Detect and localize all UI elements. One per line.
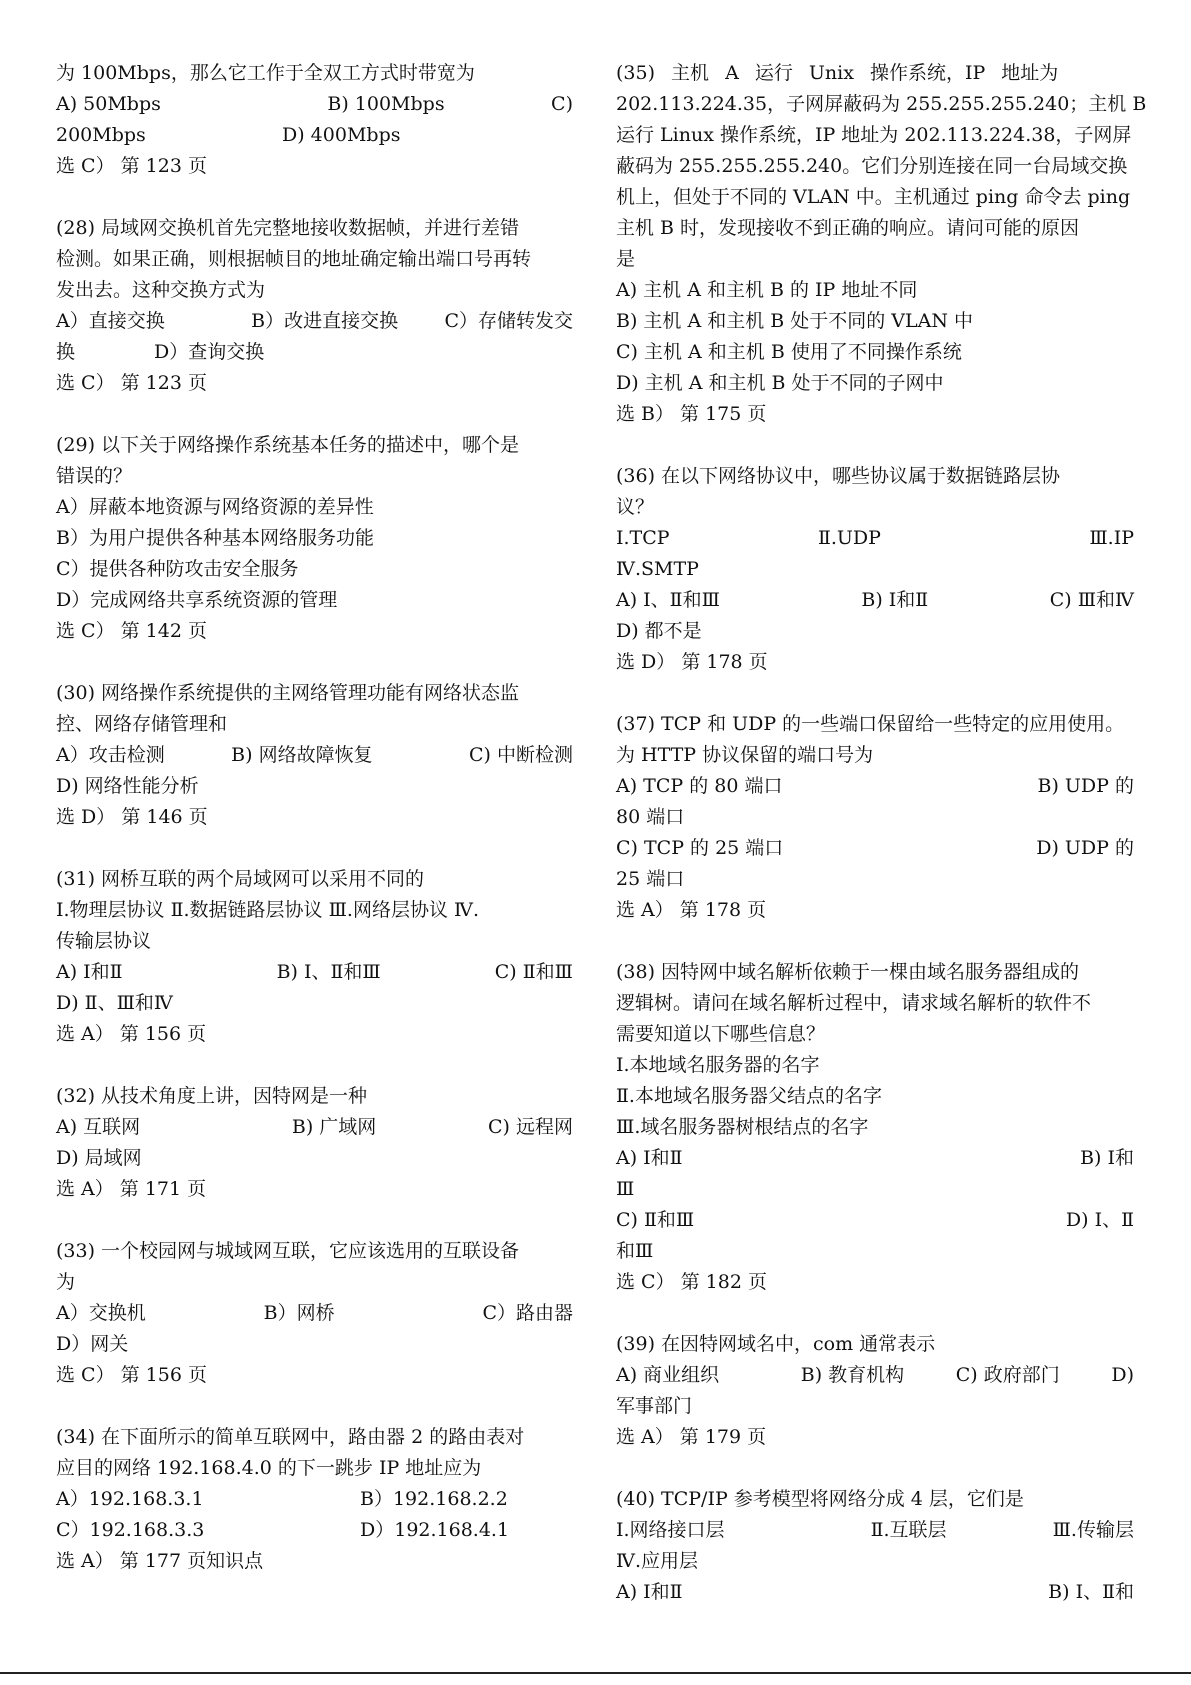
option: 200Mbps — [56, 124, 146, 146]
option: A) 主机 A 和主机 B 的 IP 地址不同 — [616, 279, 918, 301]
question-text: (30) 网络操作系统提供的主网络管理功能有网络状态监 — [56, 682, 520, 704]
option: A) TCP 的 80 端口 — [616, 775, 783, 797]
option: B) Ⅰ和Ⅱ — [861, 589, 929, 611]
question-text: Ⅱ.本地域名服务器父结点的名字 — [616, 1085, 882, 1107]
option: A) 互联网 — [56, 1116, 141, 1138]
option: D) UDP 的 — [1036, 837, 1134, 859]
option: D) 都不是 — [616, 620, 702, 642]
option: C）路由器 — [482, 1302, 573, 1324]
question-31 — [56, 864, 573, 1050]
question-text: 为 100Mbps，那么它工作于全双工方式时带宽为 — [56, 62, 475, 84]
options-row — [616, 1577, 1134, 1608]
question-text: 为 HTTP 协议保留的端口号为 — [616, 744, 874, 766]
answer-line: 选 A） 第 179 页 — [616, 1426, 767, 1448]
option: C) Ⅱ和Ⅲ — [616, 1209, 695, 1231]
option: A）192.168.3.1 — [56, 1488, 204, 1510]
option: A) Ⅰ和Ⅱ — [616, 1581, 683, 1603]
question-text: 传输层协议 — [56, 930, 152, 952]
option: A）直接交换 — [56, 310, 165, 332]
question-text: Ⅰ.物理层协议 Ⅱ.数据链路层协议 Ⅲ.网络层协议 Ⅳ. — [56, 899, 480, 921]
option: B) Ⅰ、Ⅱ和Ⅲ — [276, 961, 381, 983]
option: B) Ⅰ和 — [1080, 1147, 1134, 1169]
question-39 — [616, 1329, 1134, 1453]
items-row — [616, 1515, 1134, 1546]
question-text: 发出去。这种交换方式为 — [56, 279, 266, 301]
option: B) 主机 A 和主机 B 处于不同的 VLAN 中 — [616, 310, 974, 332]
item: Ⅱ.互联层 — [870, 1519, 947, 1541]
options-row — [616, 585, 1134, 616]
option: C) Ⅱ和Ⅲ — [494, 961, 573, 983]
option: A）交换机 — [56, 1302, 146, 1324]
option: A) 50Mbps — [56, 93, 161, 115]
answer-line: 选 A） 第 178 页 — [616, 899, 767, 921]
option: C) 中断检测 — [469, 744, 573, 766]
option: D) 局域网 — [56, 1147, 142, 1169]
question-text: 为 — [56, 1271, 76, 1293]
option: A) Ⅰ、Ⅱ和Ⅲ — [616, 589, 720, 611]
question-text: 需要知道以下哪些信息？ — [616, 1023, 826, 1045]
option: D) Ⅱ、Ⅲ和Ⅳ — [56, 992, 173, 1014]
answer-line: 选 C） 第 123 页 — [56, 372, 207, 394]
option: B) 教育机构 — [800, 1364, 905, 1386]
options-row — [56, 306, 573, 337]
option: D) — [1111, 1364, 1134, 1386]
question-32 — [56, 1081, 573, 1205]
page-bottom-rule — [0, 1672, 1191, 1674]
options-row — [616, 1205, 1134, 1236]
question-text: 是 — [616, 248, 636, 270]
answer-line: 选 C） 第 182 页 — [616, 1271, 767, 1293]
question-28 — [56, 213, 573, 399]
answer-line: 选 A） 第 156 页 — [56, 1023, 207, 1045]
question-text: 逻辑树。请问在域名解析过程中，请求域名解析的软件不 — [616, 992, 1092, 1014]
option: B) UDP 的 — [1037, 775, 1134, 797]
question-40 — [616, 1484, 1134, 1608]
option: C) Ⅲ和Ⅳ — [1049, 589, 1134, 611]
option: D）查询交换 — [154, 341, 265, 363]
option: 25 端口 — [616, 868, 685, 890]
answer-line: 选 A） 第 177 页知识点 — [56, 1550, 264, 1572]
option: D）网关 — [56, 1333, 129, 1355]
item: Ⅳ.SMTP — [616, 558, 699, 580]
question-text: 应目的网络 192.168.4.0 的下一跳步 IP 地址应为 — [56, 1457, 482, 1479]
answer-line: 选 C） 第 156 页 — [56, 1364, 207, 1386]
question-text: 蔽码为 255.255.255.240。它们分别连接在同一台局域交换 — [616, 155, 1128, 177]
question-text: (31) 网桥互联的两个局域网可以采用不同的 — [56, 868, 425, 890]
question-text: (32) 从技术角度上讲，因特网是一种 — [56, 1085, 368, 1107]
question-38 — [616, 957, 1134, 1298]
options-row — [616, 1143, 1134, 1174]
question-text: 议？ — [616, 496, 655, 518]
option: B）网桥 — [263, 1302, 335, 1324]
option: 军事部门 — [616, 1395, 693, 1417]
option: C) — [551, 93, 573, 115]
option: D) 400Mbps — [282, 124, 401, 146]
options-row — [56, 1112, 573, 1143]
option: C）提供各种防攻击安全服务 — [56, 558, 299, 580]
question-text: 202.113.224.35，子网屏蔽码为 255.255.255.240；主机 B — [616, 93, 1147, 115]
question-text: (38) 因特网中域名解析依赖于一棵由域名服务器组成的 — [616, 961, 1080, 983]
question-text: 控、网络存储管理和 — [56, 713, 228, 735]
question-text: (36) 在以下网络协议中，哪些协议属于数据链路层协 — [616, 465, 1061, 487]
option: C) 主机 A 和主机 B 使用了不同操作系统 — [616, 341, 962, 363]
answer-line: 选 D） 第 146 页 — [56, 806, 208, 828]
question-text: Ⅰ.本地域名服务器的名字 — [616, 1054, 820, 1076]
options-row — [616, 1360, 1134, 1391]
option: A) Ⅰ和Ⅱ — [56, 961, 123, 983]
question-text: 检测。如果正确，则根据帧目的地址确定输出端口号再转 — [56, 248, 532, 270]
items-row — [616, 523, 1134, 554]
answer-line: 选 D） 第 178 页 — [616, 651, 768, 673]
options-row — [56, 1484, 573, 1515]
left-column — [56, 58, 573, 1577]
option: Ⅲ — [616, 1178, 635, 1200]
option: B) 100Mbps — [327, 93, 445, 115]
option: B）改进直接交换 — [251, 310, 399, 332]
item: Ⅰ.TCP — [616, 527, 670, 549]
item: Ⅲ.IP — [1089, 527, 1134, 549]
option: B) 广域网 — [291, 1116, 377, 1138]
question-text: 错误的？ — [56, 465, 133, 487]
options-row — [56, 337, 573, 368]
question-text: (35) 主机 A 运行 Unix 操作系统，IP 地址为 — [616, 62, 1059, 84]
question-29 — [56, 430, 573, 647]
option: B）为用户提供各种基本网络服务功能 — [56, 527, 374, 549]
question-text: 主机 B 时，发现接收不到正确的响应。请问可能的原因 — [616, 217, 1080, 239]
question-33 — [56, 1236, 573, 1391]
option: C）存储转发交 — [444, 310, 573, 332]
item: Ⅱ.UDP — [817, 527, 881, 549]
option: B) Ⅰ、Ⅱ和 — [1048, 1581, 1134, 1603]
item: Ⅳ.应用层 — [616, 1550, 699, 1572]
question-34 — [56, 1422, 573, 1577]
option: D) 主机 A 和主机 B 处于不同的子网中 — [616, 372, 944, 394]
option: D）192.168.4.1 — [360, 1519, 510, 1541]
question-37 — [616, 709, 1134, 926]
options-row — [56, 120, 573, 151]
question-text: 运行 Linux 操作系统，IP 地址为 202.113.224.38，子网屏 — [616, 124, 1132, 146]
option: A）屏蔽本地资源与网络资源的差异性 — [56, 496, 374, 518]
option: 80 端口 — [616, 806, 685, 828]
item: Ⅰ.网络接口层 — [616, 1519, 725, 1541]
options-row — [56, 1515, 573, 1546]
option: C) TCP 的 25 端口 — [616, 837, 784, 859]
question-text: (40) TCP/IP 参考模型将网络分成 4 层，它们是 — [616, 1488, 1024, 1510]
answer-line: 选 C） 第 142 页 — [56, 620, 207, 642]
options-row — [616, 833, 1134, 864]
question-35 — [616, 58, 1147, 430]
option: A) 商业组织 — [616, 1364, 720, 1386]
question-text: (34) 在下面所示的简单互联网中，路由器 2 的路由表对 — [56, 1426, 525, 1448]
option: C）192.168.3.3 — [56, 1519, 205, 1541]
options-row — [56, 1298, 573, 1329]
answer-line: 选 C） 第 123 页 — [56, 155, 207, 177]
question-30 — [56, 678, 573, 833]
question-36 — [616, 461, 1134, 678]
option: D) 网络性能分析 — [56, 775, 199, 797]
question-text: (28) 局域网交换机首先完整地接收数据帧，并进行差错 — [56, 217, 520, 239]
question-text: (37) TCP 和 UDP 的一些端口保留给一些特定的应用使用。 — [616, 713, 1125, 735]
option: C) 政府部门 — [955, 1364, 1060, 1386]
answer-line: 选 A） 第 171 页 — [56, 1178, 207, 1200]
option: A) Ⅰ和Ⅱ — [616, 1147, 683, 1169]
option: B）192.168.2.2 — [360, 1488, 508, 1510]
answer-line: 选 B） 第 175 页 — [616, 403, 767, 425]
option: D）完成网络共享系统资源的管理 — [56, 589, 338, 611]
option: B) 网络故障恢复 — [231, 744, 373, 766]
option: C) 远程网 — [487, 1116, 573, 1138]
question-text: 机上，但处于不同的 VLAN 中。主机通过 ping 命令去 ping — [616, 186, 1131, 208]
options-row — [56, 89, 573, 120]
options-row — [56, 957, 573, 988]
right-column — [616, 58, 1147, 1608]
options-row — [616, 771, 1134, 802]
option: 和Ⅲ — [616, 1240, 654, 1262]
question-text: (29) 以下关于网络操作系统基本任务的描述中，哪个是 — [56, 434, 520, 456]
item: Ⅲ.传输层 — [1052, 1519, 1134, 1541]
options-row — [56, 740, 573, 771]
question-text: (39) 在因特网域名中，com 通常表示 — [616, 1333, 936, 1355]
option: A）攻击检测 — [56, 744, 165, 766]
option: 换 — [56, 341, 76, 363]
question-27 — [56, 58, 573, 182]
question-text: (33) 一个校园网与城域网互联，它应该选用的互联设备 — [56, 1240, 520, 1262]
question-text: Ⅲ.域名服务器树根结点的名字 — [616, 1116, 869, 1138]
option: D) Ⅰ、Ⅱ — [1065, 1209, 1134, 1231]
